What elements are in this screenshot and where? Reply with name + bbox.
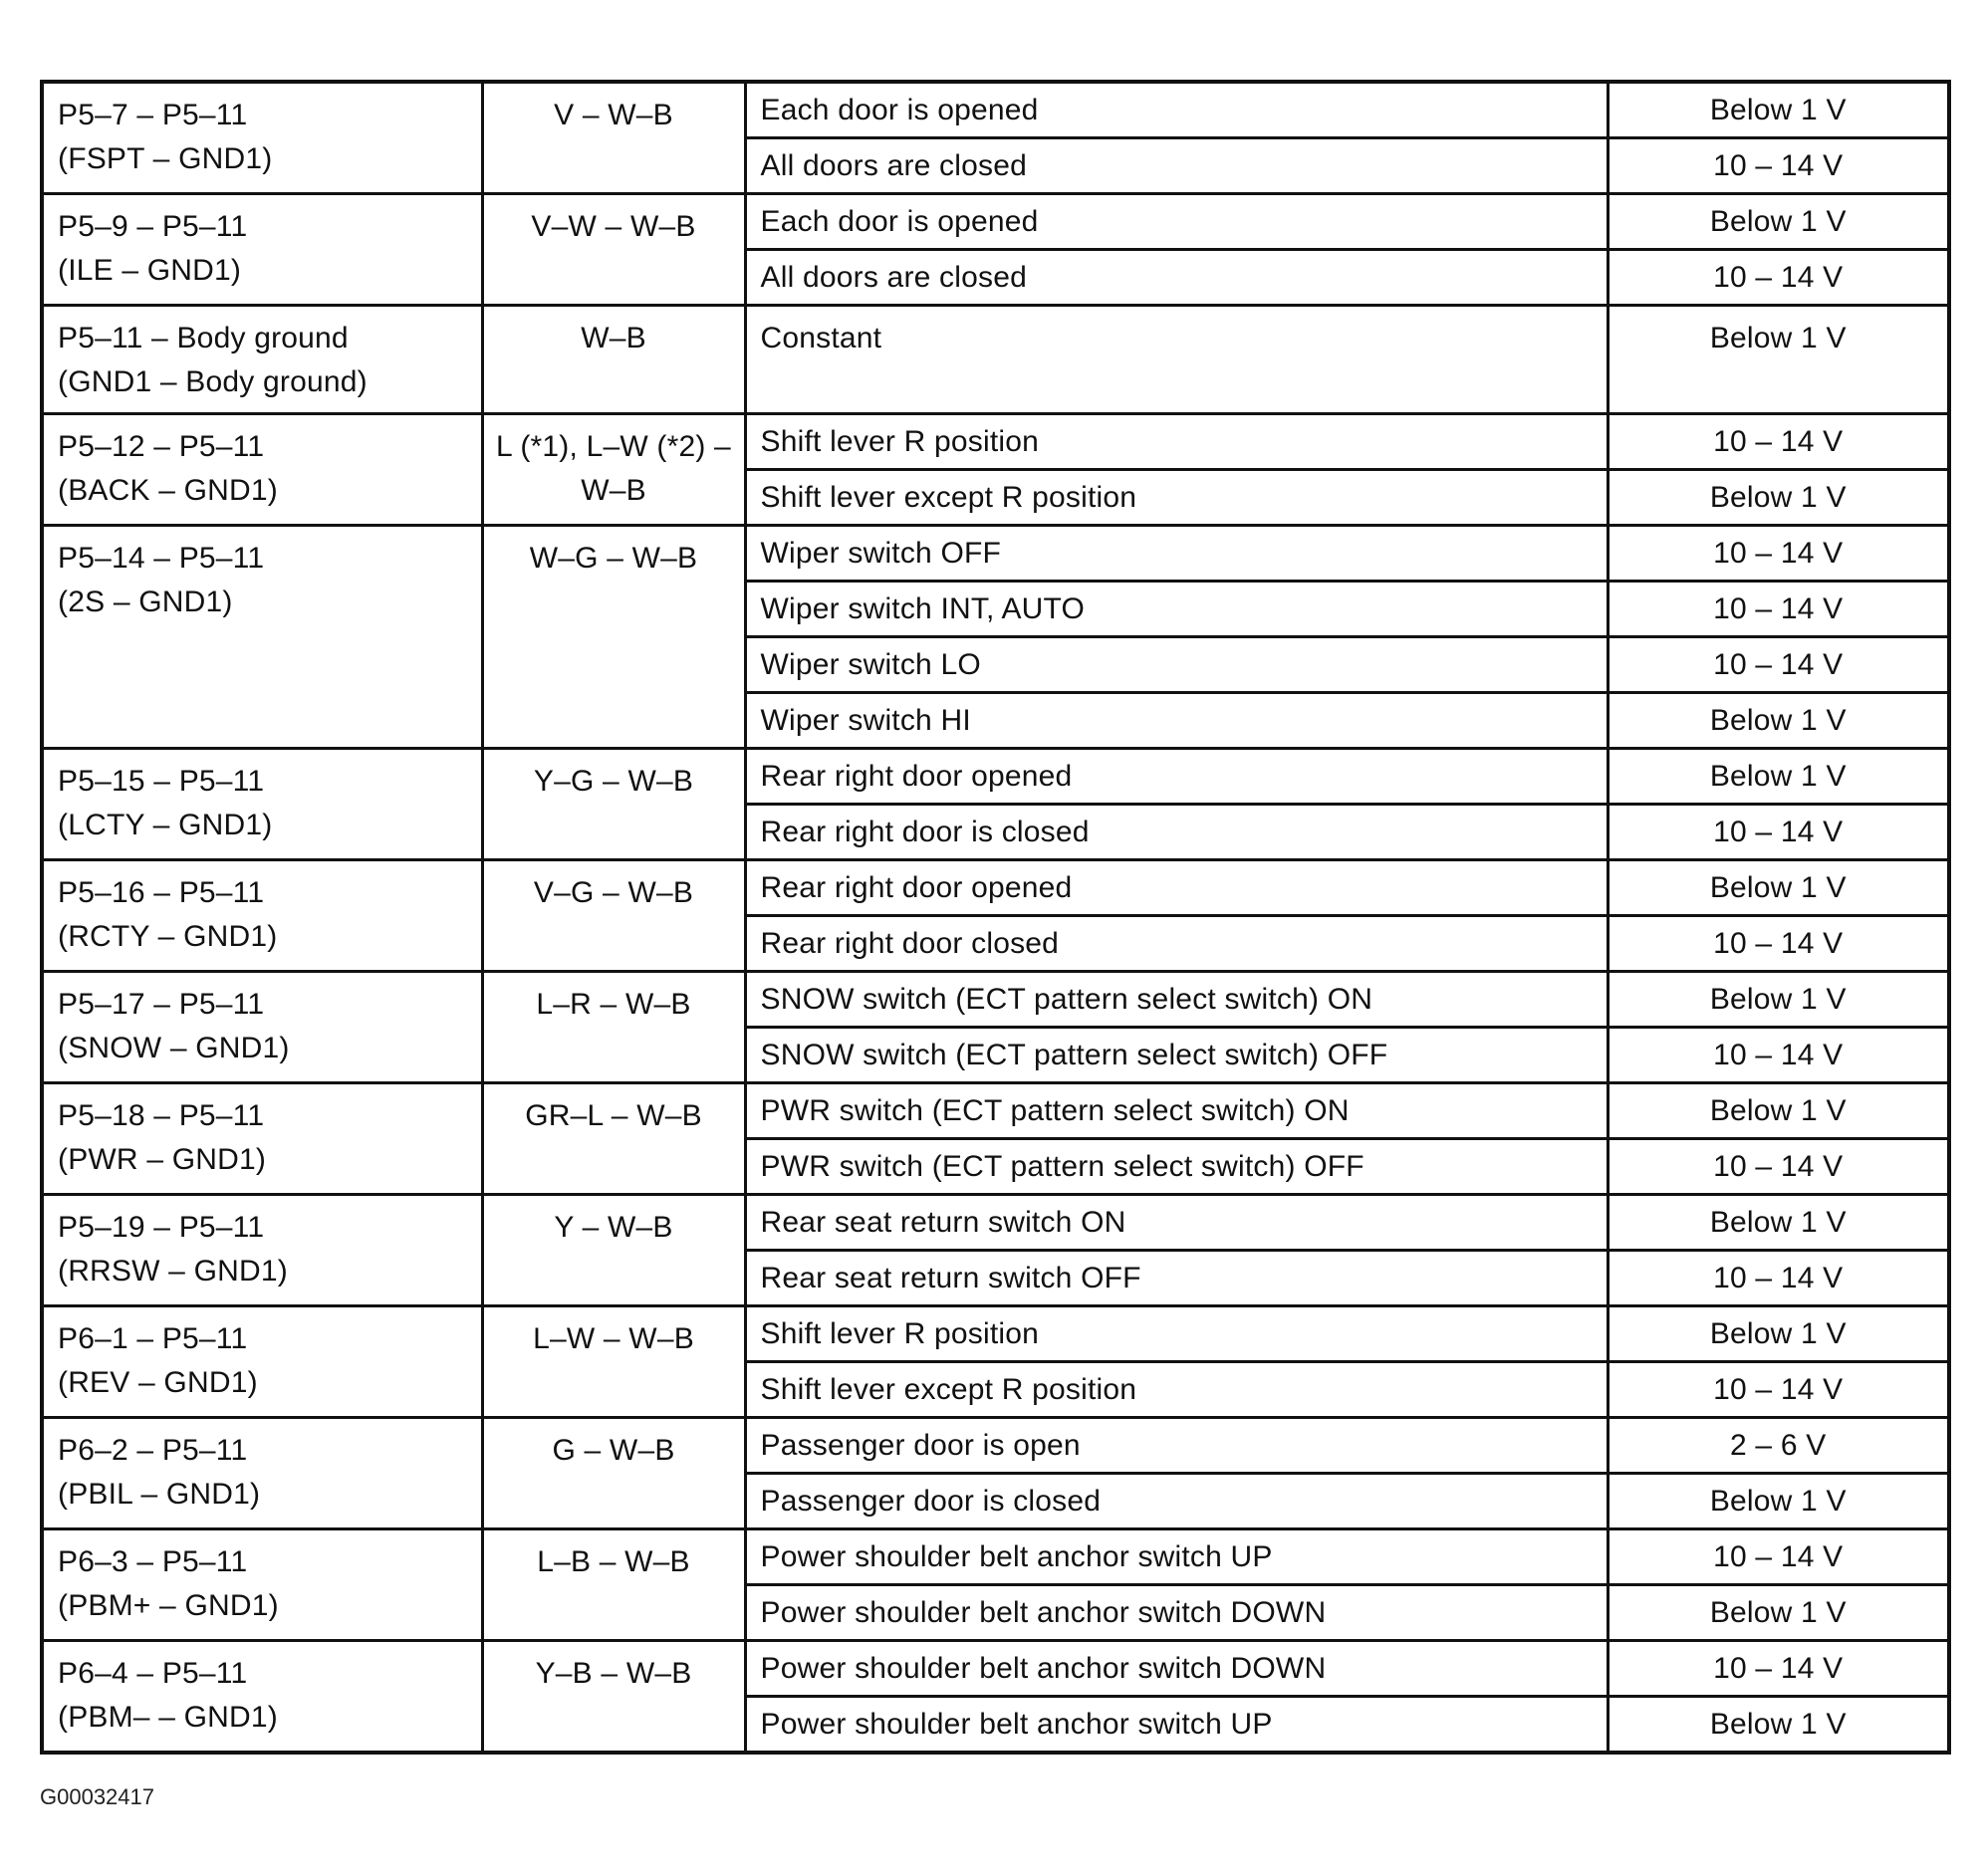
- terminal-cell: [42, 306, 482, 414]
- table-row: [42, 860, 1949, 916]
- condition-cell: All doors are closed: [745, 138, 1608, 194]
- wiring-color-cell: [482, 749, 745, 860]
- terminal-text: (RCTY – GND1): [58, 920, 278, 953]
- specified-condition-cell: Below 1 V: [1608, 972, 1949, 1028]
- terminal-text: (GND1 – Body ground): [58, 365, 368, 398]
- terminal-text: (RRSW – GND1): [58, 1255, 288, 1288]
- terminal-text: (FSPT – GND1): [58, 142, 273, 175]
- specified-condition-cell: 10 – 14 V: [1608, 1362, 1949, 1418]
- terminal-cell: [42, 1418, 482, 1529]
- specified-condition-cell: Below 1 V: [1608, 306, 1949, 414]
- terminal-text: P5–14 – P5–11: [58, 542, 265, 575]
- table-row: [42, 194, 1949, 250]
- condition-cell: Power shoulder belt anchor switch DOWN: [745, 1585, 1608, 1641]
- terminal-text: P5–17 – P5–11: [58, 988, 265, 1021]
- wiring-color-text: L–R – W–B: [536, 988, 691, 1021]
- condition-cell: Shift lever R position: [745, 1306, 1608, 1362]
- condition-cell: Rear right door opened: [745, 749, 1608, 805]
- specified-condition-cell: Below 1 V: [1608, 194, 1949, 250]
- wiring-color-text: L (*1), L–W (*2) –: [496, 430, 731, 463]
- table-row: [42, 1306, 1949, 1362]
- terminal-text: P5–12 – P5–11: [58, 430, 265, 463]
- wiring-color-cell: [482, 194, 745, 306]
- specified-condition-cell: 10 – 14 V: [1608, 250, 1949, 306]
- wiring-color-text: L–W – W–B: [533, 1322, 694, 1355]
- table-row: [42, 1195, 1949, 1251]
- terminal-text: P5–19 – P5–11: [58, 1211, 265, 1244]
- table-row: [42, 972, 1949, 1028]
- terminal-text: (PBIL – GND1): [58, 1478, 261, 1511]
- wiring-color-text: Y – W–B: [554, 1211, 673, 1244]
- wiring-color-text: GR–L – W–B: [525, 1099, 702, 1132]
- terminal-text: (REV – GND1): [58, 1366, 258, 1399]
- terminal-cell: [42, 82, 482, 194]
- specified-condition-cell: 10 – 14 V: [1608, 1529, 1949, 1585]
- table-row: [42, 1641, 1949, 1697]
- wiring-color-text: G – W–B: [552, 1434, 675, 1467]
- wiring-color-cell: [482, 1529, 745, 1641]
- terminal-text: P5–15 – P5–11: [58, 765, 265, 798]
- wiring-color-cell: [482, 1195, 745, 1306]
- terminal-cell: [42, 860, 482, 972]
- wiring-color-cell: [482, 860, 745, 972]
- terminal-text: (BACK – GND1): [58, 474, 278, 507]
- condition-cell: Wiper switch LO: [745, 637, 1608, 693]
- terminal-text: (LCTY – GND1): [58, 809, 273, 841]
- condition-cell: Wiper switch HI: [745, 693, 1608, 749]
- table-row: [42, 526, 1949, 582]
- table-row: [42, 82, 1949, 138]
- specified-condition-cell: Below 1 V: [1608, 82, 1949, 138]
- terminal-cell: [42, 1641, 482, 1754]
- terminal-cell: [42, 194, 482, 306]
- wiring-color-text: W–G – W–B: [529, 542, 698, 575]
- table-row: [42, 1083, 1949, 1139]
- condition-cell: Rear seat return switch ON: [745, 1195, 1608, 1251]
- table-row: [42, 1529, 1949, 1585]
- specified-condition-cell: 10 – 14 V: [1608, 526, 1949, 582]
- wiring-color-text: V–W – W–B: [531, 210, 696, 243]
- wiring-color-cell: [482, 1641, 745, 1754]
- terminal-text: P5–7 – P5–11: [58, 99, 248, 131]
- condition-cell: Wiper switch OFF: [745, 526, 1608, 582]
- table-row: [42, 414, 1949, 470]
- specified-condition-cell: Below 1 V: [1608, 470, 1949, 526]
- condition-cell: Shift lever except R position: [745, 470, 1608, 526]
- terminal-cell: [42, 1529, 482, 1641]
- condition-cell: Shift lever R position: [745, 414, 1608, 470]
- wiring-color-cell: [482, 1083, 745, 1195]
- wiring-color-cell: [482, 1418, 745, 1529]
- terminal-text: (2S – GND1): [58, 586, 233, 618]
- condition-cell: PWR switch (ECT pattern select switch) ON: [745, 1083, 1608, 1139]
- specified-condition-cell: 10 – 14 V: [1608, 582, 1949, 637]
- specified-condition-cell: Below 1 V: [1608, 1195, 1949, 1251]
- specified-condition-cell: 10 – 14 V: [1608, 916, 1949, 972]
- terminal-text: P6–4 – P5–11: [58, 1657, 248, 1690]
- condition-cell: Each door is opened: [745, 82, 1608, 138]
- condition-cell: Power shoulder belt anchor switch UP: [745, 1529, 1608, 1585]
- wiring-color-cell: [482, 1306, 745, 1418]
- terminal-text: P5–9 – P5–11: [58, 210, 248, 243]
- wiring-color-text: V – W–B: [554, 99, 673, 131]
- specified-condition-cell: Below 1 V: [1608, 1306, 1949, 1362]
- condition-cell: All doors are closed: [745, 250, 1608, 306]
- table-row: [42, 306, 1949, 414]
- terminal-text: (PBM+ – GND1): [58, 1589, 279, 1622]
- terminal-cell: [42, 1083, 482, 1195]
- terminal-text: (PWR – GND1): [58, 1143, 267, 1176]
- condition-cell: Passenger door is closed: [745, 1474, 1608, 1529]
- terminal-text: (PBM– – GND1): [58, 1701, 278, 1734]
- figure-code: G00032417: [40, 1784, 154, 1809]
- terminal-cell: [42, 526, 482, 749]
- condition-cell: Rear right door opened: [745, 860, 1608, 916]
- terminal-text: P6–1 – P5–11: [58, 1322, 248, 1355]
- wiring-color-text: L–B – W–B: [537, 1545, 690, 1578]
- terminal-cell: [42, 749, 482, 860]
- specified-condition-cell: Below 1 V: [1608, 749, 1949, 805]
- condition-cell: Wiper switch INT, AUTO: [745, 582, 1608, 637]
- specified-condition-cell: 10 – 14 V: [1608, 637, 1949, 693]
- wiring-color-text: V–G – W–B: [533, 876, 694, 909]
- terminal-text: (ILE – GND1): [58, 254, 242, 287]
- specified-condition-cell: Below 1 V: [1608, 860, 1949, 916]
- specified-condition-cell: Below 1 V: [1608, 693, 1949, 749]
- terminal-cell: [42, 1195, 482, 1306]
- wiring-color-text: W–B: [581, 474, 646, 507]
- condition-cell: Rear right door is closed: [745, 805, 1608, 860]
- specified-condition-cell: 10 – 14 V: [1608, 1641, 1949, 1697]
- condition-cell: Each door is opened: [745, 194, 1608, 250]
- specified-condition-cell: 10 – 14 V: [1608, 1251, 1949, 1306]
- condition-cell: SNOW switch (ECT pattern select switch) OFF: [745, 1028, 1608, 1083]
- wiring-color-cell: [482, 414, 745, 526]
- specified-condition-cell: 10 – 14 V: [1608, 1139, 1949, 1195]
- table-body: [42, 82, 1949, 1753]
- specified-condition-cell: Below 1 V: [1608, 1083, 1949, 1139]
- specified-condition-cell: Below 1 V: [1608, 1474, 1949, 1529]
- specified-condition-cell: Below 1 V: [1608, 1585, 1949, 1641]
- specified-condition-cell: 10 – 14 V: [1608, 414, 1949, 470]
- specified-condition-cell: 10 – 14 V: [1608, 1028, 1949, 1083]
- condition-cell: Rear right door closed: [745, 916, 1608, 972]
- condition-cell: Power shoulder belt anchor switch DOWN: [745, 1641, 1608, 1697]
- terminal-cell: [42, 972, 482, 1083]
- terminal-text: (SNOW – GND1): [58, 1032, 290, 1064]
- condition-cell: Passenger door is open: [745, 1418, 1608, 1474]
- wiring-color-cell: [482, 82, 745, 194]
- wiring-color-text: Y–G – W–B: [533, 765, 694, 798]
- terminal-voltage-table: [40, 80, 1951, 1755]
- table-row: [42, 1418, 1949, 1474]
- terminal-cell: [42, 414, 482, 526]
- specified-condition-cell: 10 – 14 V: [1608, 138, 1949, 194]
- terminal-text: P6–2 – P5–11: [58, 1434, 248, 1467]
- terminal-text: P5–18 – P5–11: [58, 1099, 265, 1132]
- terminal-text: P6–3 – P5–11: [58, 1545, 248, 1578]
- terminal-cell: [42, 1306, 482, 1418]
- terminal-text: P5–16 – P5–11: [58, 876, 265, 909]
- specified-condition-cell: 2 – 6 V: [1608, 1418, 1949, 1474]
- condition-cell: SNOW switch (ECT pattern select switch) ON: [745, 972, 1608, 1028]
- specified-condition-cell: Below 1 V: [1608, 1697, 1949, 1754]
- wiring-color-cell: [482, 306, 745, 414]
- wiring-color-cell: [482, 972, 745, 1083]
- condition-cell: Power shoulder belt anchor switch UP: [745, 1697, 1608, 1754]
- condition-cell: Constant: [745, 306, 1608, 414]
- condition-cell: PWR switch (ECT pattern select switch) OFF: [745, 1139, 1608, 1195]
- wiring-color-text: Y–B – W–B: [535, 1657, 692, 1690]
- specified-condition-cell: 10 – 14 V: [1608, 805, 1949, 860]
- table-row: [42, 749, 1949, 805]
- terminal-text: P5–11 – Body ground: [58, 322, 349, 354]
- wiring-color-text: W–B: [581, 322, 646, 354]
- wiring-color-cell: [482, 526, 745, 749]
- condition-cell: Shift lever except R position: [745, 1362, 1608, 1418]
- condition-cell: Rear seat return switch OFF: [745, 1251, 1608, 1306]
